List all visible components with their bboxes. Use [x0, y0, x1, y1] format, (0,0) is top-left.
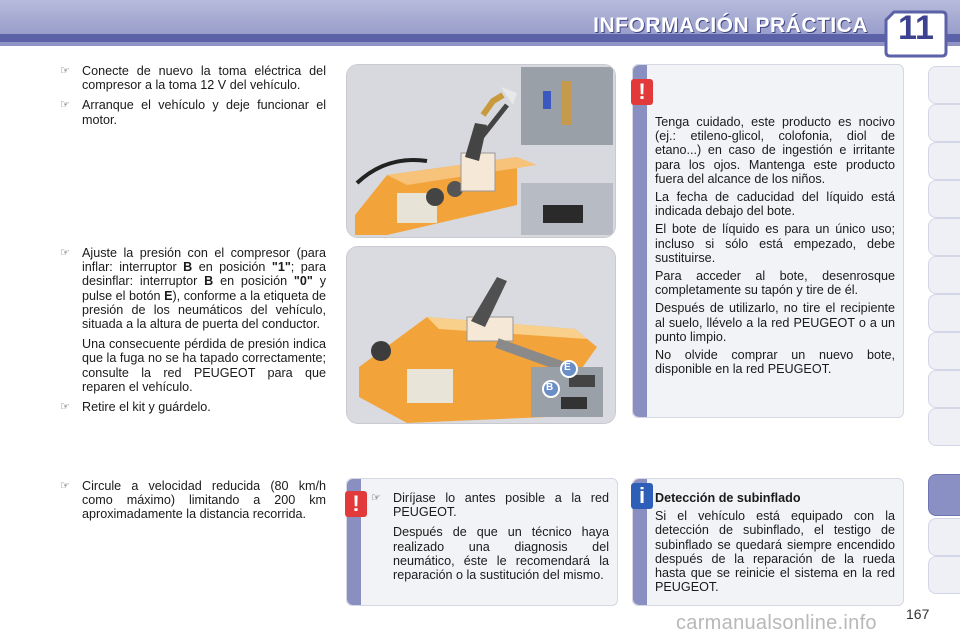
photo-label-b: B	[546, 382, 554, 393]
chapter-tab[interactable]	[928, 370, 960, 408]
warning-box-bottom	[346, 478, 618, 606]
list-item: ☞ Arranque el vehículo y deje funcionar el motor.	[60, 98, 326, 127]
info-icon: i	[631, 483, 653, 509]
list-item: ☞ Ajuste la presión con el compresor (para inflar: interruptor B en posición "1"; para desinflar: interruptor B en posición "0" y pulse el botón E), conforme a la etiqueta de presión de los neumáticos del vehículo, situada a la altura de puerta del conductor.	[60, 246, 326, 332]
page-title: INFORMACIÓN PRÁCTICA	[593, 14, 868, 37]
chapter-tab[interactable]	[928, 518, 960, 556]
info-text: Detección de subinflado Si el vehículo está equipado con la detección de subinflado, el testigo de subinflado se quedará siempre encendido después de la reparación de la rueda hasta que se reinicie el sistema en la red PEUGEOT.	[655, 491, 895, 595]
chapter-tab-active[interactable]	[928, 474, 960, 516]
page-number: 167	[906, 606, 930, 622]
list-item: ☞ Circule a velocidad reducida (80 km/h como máximo) limitando a 200 km aproximadamente la distancia recorrida.	[60, 479, 326, 522]
bullet-icon: ☞	[371, 492, 381, 504]
chapter-tab[interactable]	[928, 66, 960, 104]
instructions-block-2	[60, 246, 326, 420]
paragraph: Una consecuente pérdida de presión indica que la fuga no se ha tapado correctamente; consulte la red PEUGEOT para que reparen el vehículo.	[82, 337, 326, 394]
compressor-photo-1	[346, 64, 616, 238]
bullet-icon: ☞	[60, 401, 70, 414]
warning-text: ☞ Diríjase lo antes posible a la red PEUGEOT. Después de que un técnico haya realizado una diagnosis del neumático, éste le recomendará la reparación o la sustitución del mismo.	[371, 491, 609, 583]
bullet-icon: ☞	[60, 480, 70, 492]
warning-text: Tenga cuidado, este producto es nocivo (ej.: etileno-glicol, colofonia, diol de etano...) en caso de ingestión e irritante para los ojos. Mantenga este producto fuera del alcance de los niños. La fecha de caducidad del líquido está indicada debajo del bote. El bote de líquido es para un único uso; incluso si sólo está empezado, debe sustituirse. Para acceder al bote, desenrosque completamente su tapón y tire de él. Después de utilizarlo, no tire el recipiente al suelo, llévelo a la red PEUGEOT o a un punto limpio. No olvide comprar un nuevo bote, disponible en la red PEUGEOT.	[655, 115, 895, 377]
compressor-photo-2	[346, 246, 616, 424]
box-accent-bar	[633, 65, 647, 417]
chapter-tab[interactable]	[928, 104, 960, 142]
chapter-tab[interactable]	[928, 408, 960, 446]
compressor-illustration	[347, 247, 615, 423]
instructions-block-1	[60, 64, 326, 133]
chapter-tab[interactable]	[928, 294, 960, 332]
chapter-tabs	[928, 66, 960, 626]
photo-label-e: E	[564, 362, 571, 373]
chapter-tab[interactable]	[928, 218, 960, 256]
chapter-tab[interactable]	[928, 556, 960, 594]
chapter-tab[interactable]	[928, 332, 960, 370]
info-title: Detección de subinflado	[655, 491, 801, 505]
warning-icon: !	[631, 79, 653, 105]
bullet-icon: ☞	[60, 99, 70, 112]
compressor-illustration	[347, 65, 615, 237]
chapter-tab[interactable]	[928, 142, 960, 180]
list-item: ☞ Diríjase lo antes posible a la red PEUGEOT.	[371, 491, 609, 520]
warning-box-right	[632, 64, 904, 418]
list-item: ☞ Retire el kit y guárdelo.	[60, 400, 211, 415]
list-item: ☞ Conecte de nuevo la toma eléctrica del compresor a la toma 12 V del vehículo.	[60, 64, 326, 93]
chapter-tab[interactable]	[928, 256, 960, 294]
bullet-icon: ☞	[60, 247, 70, 259]
instructions-block-3	[60, 479, 326, 528]
chapter-tab[interactable]	[928, 180, 960, 218]
chapter-number: 11	[898, 9, 934, 47]
watermark: carmanualsonline.info	[676, 612, 877, 634]
info-box	[632, 478, 904, 606]
bullet-icon: ☞	[60, 65, 70, 77]
warning-icon: !	[345, 491, 367, 517]
